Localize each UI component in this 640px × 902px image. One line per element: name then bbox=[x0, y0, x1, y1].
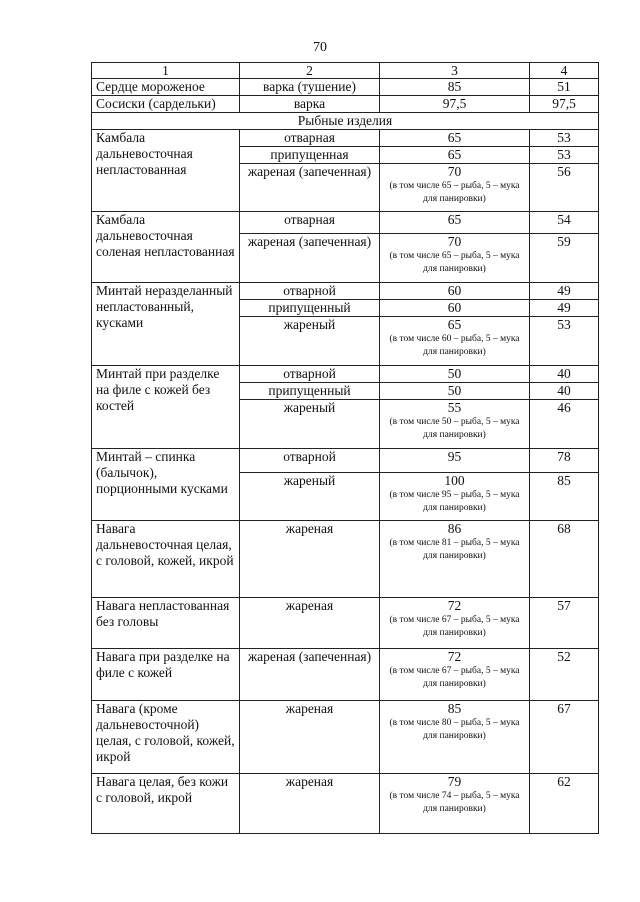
table-row bbox=[92, 449, 599, 473]
weight-cell bbox=[380, 449, 530, 473]
method-cell: жареная (запеченная) bbox=[240, 164, 380, 212]
table-row bbox=[92, 96, 599, 113]
method-cell: жареный bbox=[240, 473, 380, 521]
weight-cell bbox=[380, 383, 530, 400]
weight-value: 65 bbox=[447, 130, 462, 145]
weight-cell bbox=[380, 473, 530, 521]
method-cell: жареная (запеченная) bbox=[240, 234, 380, 283]
column-header: 4 bbox=[530, 63, 599, 79]
value-cell: 67 bbox=[530, 701, 599, 774]
weight-cell bbox=[380, 774, 530, 834]
weight-note: (в том числе 95 – рыба, 5 – мука для панировки) bbox=[389, 490, 520, 513]
product-cell: Минтай неразделанный непластованный, кусками bbox=[92, 283, 240, 366]
weight-note: (в том числе 67 – рыба, 5 – мука для панировки) bbox=[389, 666, 520, 689]
column-header: 1 bbox=[92, 63, 240, 79]
weight-note: (в том числе 50 – рыба, 5 – мука для панировки) bbox=[389, 417, 520, 440]
value-cell: 97,5 bbox=[530, 96, 599, 113]
method-cell: отварная bbox=[240, 130, 380, 147]
weight-note: (в том числе 81 – рыба, 5 – мука для панировки) bbox=[389, 538, 520, 561]
weight-cell bbox=[380, 300, 530, 317]
value-cell: 56 bbox=[530, 164, 599, 212]
table-row bbox=[92, 79, 599, 96]
weight-value: 50 bbox=[447, 383, 462, 398]
weight-value: 60 bbox=[447, 283, 462, 298]
value-cell: 49 bbox=[530, 300, 599, 317]
value-cell: 49 bbox=[530, 283, 599, 300]
table-row bbox=[92, 130, 599, 147]
weight-value: 70 bbox=[447, 164, 462, 179]
weight-value: 50 bbox=[447, 366, 462, 381]
weight-value: 79 bbox=[447, 774, 462, 789]
weight-cell: 85 bbox=[380, 79, 530, 96]
method-cell: жареный bbox=[240, 317, 380, 366]
product-cell: Камбала дальневосточная непластованная bbox=[92, 130, 240, 212]
product-cell: Навага дальневосточная целая, с головой, кожей, икрой bbox=[92, 521, 240, 598]
table-row bbox=[92, 283, 599, 300]
weight-cell: 97,5 bbox=[380, 96, 530, 113]
weight-note: (в том числе 65 – рыба, 5 – мука для панировки) bbox=[389, 251, 520, 274]
table-row bbox=[92, 701, 599, 774]
value-cell: 68 bbox=[530, 521, 599, 598]
weight-cell bbox=[380, 164, 530, 212]
weight-cell bbox=[380, 212, 530, 234]
method-cell: припущенный bbox=[240, 300, 380, 317]
product-cell: Минтай при разделке на филе с кожей без костей bbox=[92, 366, 240, 449]
method-cell: отварная bbox=[240, 212, 380, 234]
value-cell: 57 bbox=[530, 598, 599, 649]
weight-cell bbox=[380, 521, 530, 598]
weight-value: 95 bbox=[447, 449, 462, 464]
weight-note: (в том числе 60 – рыба, 5 – мука для панировки) bbox=[389, 334, 520, 357]
weight-value: 65 bbox=[447, 212, 462, 227]
value-cell: 52 bbox=[530, 649, 599, 701]
method-cell: отварной bbox=[240, 366, 380, 383]
method-cell: припущенный bbox=[240, 383, 380, 400]
weight-cell bbox=[380, 234, 530, 283]
weight-value: 55 bbox=[447, 400, 462, 415]
weight-cell bbox=[380, 366, 530, 383]
weight-cell bbox=[380, 130, 530, 147]
value-cell: 51 bbox=[530, 79, 599, 96]
section-title: Рыбные изделия bbox=[92, 113, 599, 130]
value-cell: 59 bbox=[530, 234, 599, 283]
value-cell: 53 bbox=[530, 147, 599, 164]
weight-value: 72 bbox=[447, 649, 462, 664]
method-cell: жареная bbox=[240, 701, 380, 774]
method-cell: жареная bbox=[240, 774, 380, 834]
weight-cell bbox=[380, 317, 530, 366]
method-cell: жареная bbox=[240, 521, 380, 598]
product-cell: Навага (кроме дальневосточной) целая, с головой, кожей, икрой bbox=[92, 701, 240, 774]
nutrition-table bbox=[91, 62, 599, 834]
weight-cell bbox=[380, 400, 530, 449]
method-cell: отварной bbox=[240, 283, 380, 300]
value-cell: 53 bbox=[530, 317, 599, 366]
table-row bbox=[92, 366, 599, 383]
value-cell: 54 bbox=[530, 212, 599, 234]
method-cell: жареный bbox=[240, 400, 380, 449]
method-cell: варка bbox=[240, 96, 380, 113]
product-cell: Сосиски (сардельки) bbox=[92, 96, 240, 113]
column-header: 3 bbox=[380, 63, 530, 79]
table-body bbox=[92, 63, 599, 834]
weight-value: 65 bbox=[447, 317, 462, 332]
product-cell: Навага непластованная без головы bbox=[92, 598, 240, 649]
header-row bbox=[92, 63, 599, 79]
weight-cell bbox=[380, 147, 530, 164]
table-row bbox=[92, 521, 599, 598]
weight-value: 60 bbox=[447, 300, 462, 315]
method-cell: припущенная bbox=[240, 147, 380, 164]
page-number: 70 bbox=[313, 40, 327, 55]
value-cell: 53 bbox=[530, 130, 599, 147]
section-row bbox=[92, 113, 599, 130]
method-cell: жареная bbox=[240, 598, 380, 649]
product-cell: Камбала дальневосточная соленая непластованная bbox=[92, 212, 240, 283]
table-row bbox=[92, 774, 599, 834]
weight-cell bbox=[380, 283, 530, 300]
value-cell: 78 bbox=[530, 449, 599, 473]
weight-cell bbox=[380, 598, 530, 649]
weight-value: 65 bbox=[447, 147, 462, 162]
value-cell: 40 bbox=[530, 383, 599, 400]
column-header: 2 bbox=[240, 63, 380, 79]
weight-note: (в том числе 65 – рыба, 5 – мука для панировки) bbox=[389, 181, 520, 204]
table-row bbox=[92, 598, 599, 649]
method-cell: варка (тушение) bbox=[240, 79, 380, 96]
weight-value: 72 bbox=[447, 598, 462, 613]
value-cell: 46 bbox=[530, 400, 599, 449]
weight-value: 70 bbox=[447, 234, 462, 249]
weight-note: (в том числе 80 – рыба, 5 – мука для панировки) bbox=[389, 718, 520, 741]
value-cell: 40 bbox=[530, 366, 599, 383]
weight-value: 85 bbox=[447, 701, 462, 716]
weight-note: (в том числе 67 – рыба, 5 – мука для панировки) bbox=[389, 615, 520, 638]
weight-cell bbox=[380, 649, 530, 701]
value-cell: 62 bbox=[530, 774, 599, 834]
weight-cell bbox=[380, 701, 530, 774]
value-cell: 85 bbox=[530, 473, 599, 521]
product-cell: Сердце мороженое bbox=[92, 79, 240, 96]
table-row bbox=[92, 212, 599, 234]
method-cell: жареная (запеченная) bbox=[240, 649, 380, 701]
method-cell: отварной bbox=[240, 449, 380, 473]
table-row bbox=[92, 649, 599, 701]
product-cell: Навага целая, без кожи с головой, икрой bbox=[92, 774, 240, 834]
weight-value: 100 bbox=[444, 473, 465, 488]
product-cell: Минтай – спинка (балычок), порционными кусками bbox=[92, 449, 240, 521]
weight-note: (в том числе 74 – рыба, 5 – мука для панировки) bbox=[389, 791, 520, 814]
weight-value: 86 bbox=[447, 521, 462, 536]
product-cell: Навага при разделке на филе с кожей bbox=[92, 649, 240, 701]
